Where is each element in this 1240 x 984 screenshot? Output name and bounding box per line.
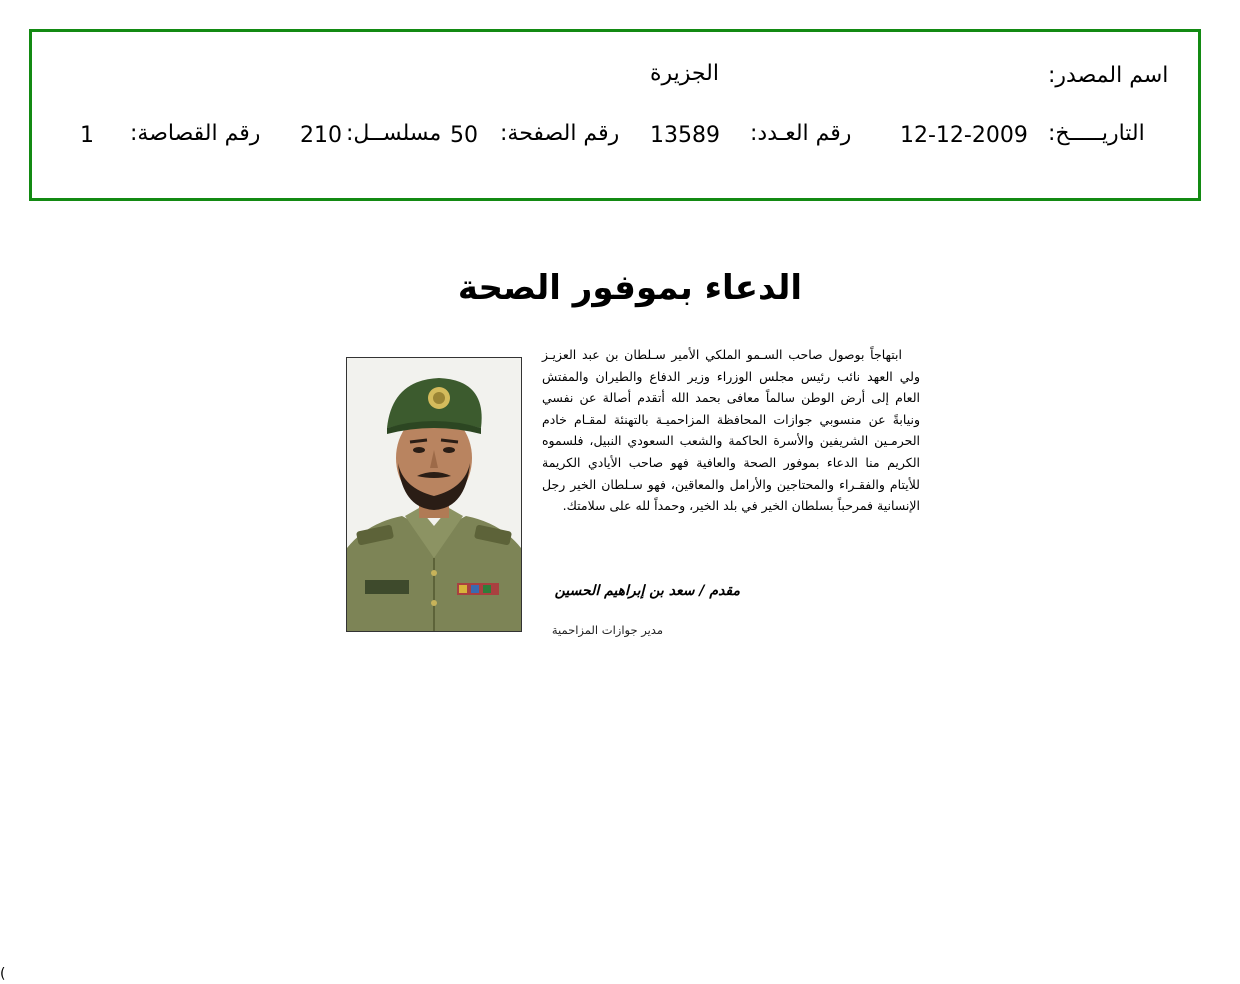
article-author: مقدم / سعد بن إبراهيم الحسين <box>554 583 740 599</box>
date-value: 12-12-2009 <box>900 123 1028 148</box>
page-label: رقم الصفحة: <box>500 121 620 146</box>
date-label: التاريـــــخ: <box>1048 121 1145 146</box>
clip-label: رقم القصاصة: <box>130 121 261 146</box>
article-headline: الدعاء بموفور الصحة <box>457 268 803 308</box>
serial-label: مسلســل: <box>346 121 442 146</box>
issue-value: 13589 <box>650 123 720 148</box>
page-value: 50 <box>450 123 478 148</box>
source-info-box <box>29 29 1201 201</box>
page-corner-mark: ( <box>0 966 6 982</box>
serial-value: 210 <box>300 123 342 148</box>
source-value: الجزيرة <box>650 61 719 86</box>
source-label: اسم المصدر: <box>1048 63 1169 88</box>
article-body: ابتهاجاً بوصول صاحب السـمو الملكي الأمير سـلطان بن عبد العزيـز ولي العهد نائب رئيس مجلس الوزراء وزير الدفاع والطيران والمفتش العام إلى أرض الوطن سالماً معافى بحمد الله أتقدم أصالة عن نفسي ونيابةً عن منسوبي جوازات المحافظة المزاحميـة بالتهنئة لمقـام خادم الحرمـين الشريفين والأسرة الحاكمة والشعب السعودي النبيل، فلسموه الكريم منا الدعاء بموفور الصحة والعافية فهو صاحب الأيادي الكريمة للأيتام والفقـراء والمحتاجين والأرامل والمعاقين، فهو سـلطان الخير رجل الإنسانية فمرحباً بسلطان الخير في بلد الخير، وحمداً لله على سلامتك. <box>542 347 920 514</box>
article-author-title: مدير جوازات المزاحمية <box>551 623 663 637</box>
issue-label: رقم العـدد: <box>750 121 852 146</box>
clip-value: 1 <box>80 123 94 148</box>
